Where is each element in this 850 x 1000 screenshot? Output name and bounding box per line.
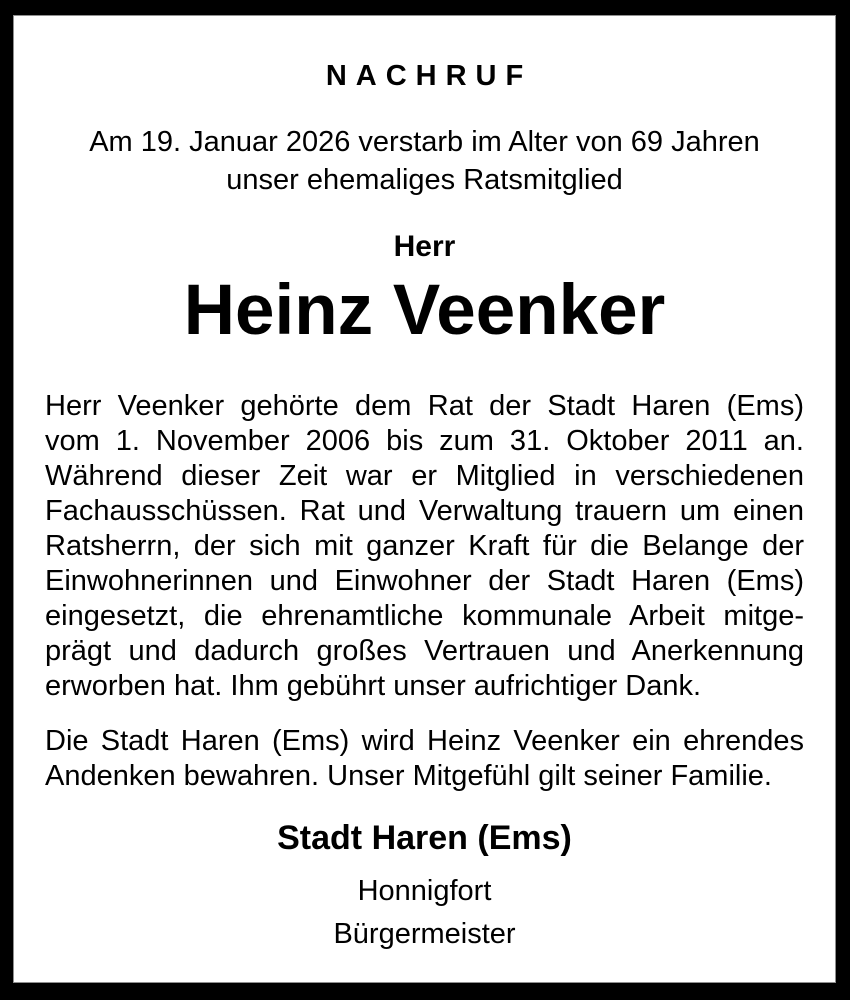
intro-line: Am 19. Januar 2026 verstarb im Alter von 69 Jahren: [89, 126, 760, 158]
nachruf-heading: NACHRUF: [325, 60, 533, 92]
salutation: Herr: [393, 230, 456, 263]
body-line: Fachausschüssen. Rat und Verwaltung trauern um einen: [45, 495, 804, 527]
body-line: Einwohnerinnen und Einwohner der Stadt Haren (Ems): [45, 565, 804, 597]
body-line: Während dieser Zeit war er Mitglied in verschiedenen: [45, 460, 804, 492]
obituary-panel: [13, 15, 836, 983]
intro-text: [45, 123, 804, 199]
body-line: Herr Veenker gehörte dem Rat der Stadt Haren (Ems): [45, 390, 804, 422]
deceased-name: Heinz Veenker: [183, 271, 666, 350]
intro-line: unser ehemaliges Ratsmitglied: [226, 164, 623, 196]
signature-organization: Stadt Haren (Ems): [277, 819, 572, 857]
body-line: Andenken bewahren. Unser Mitgefühl gilt seiner Familie.: [45, 760, 772, 792]
body-line: prägt und dadurch großes Vertrauen und Anerkennung: [45, 635, 804, 667]
signature-title: Bürgermeister: [333, 918, 516, 950]
body-line: Ratsherrn, der sich mit ganzer Kraft für die Belange der: [45, 530, 804, 562]
body-paragraph-1: [45, 389, 804, 704]
body-line: vom 1. November 2006 bis zum 31. Oktober 2011 an.: [45, 425, 804, 457]
signature-name: Honnigfort: [357, 875, 492, 907]
body-line: erworben hat. Ihm gebührt unser aufrichtiger Dank.: [45, 670, 702, 702]
body-line: Die Stadt Haren (Ems) wird Heinz Veenker ein ehrendes: [45, 725, 804, 757]
body-paragraph-2: [45, 724, 804, 794]
body-line: eingesetzt, die ehrenamtliche kommunale Arbeit mitge-: [45, 600, 804, 632]
